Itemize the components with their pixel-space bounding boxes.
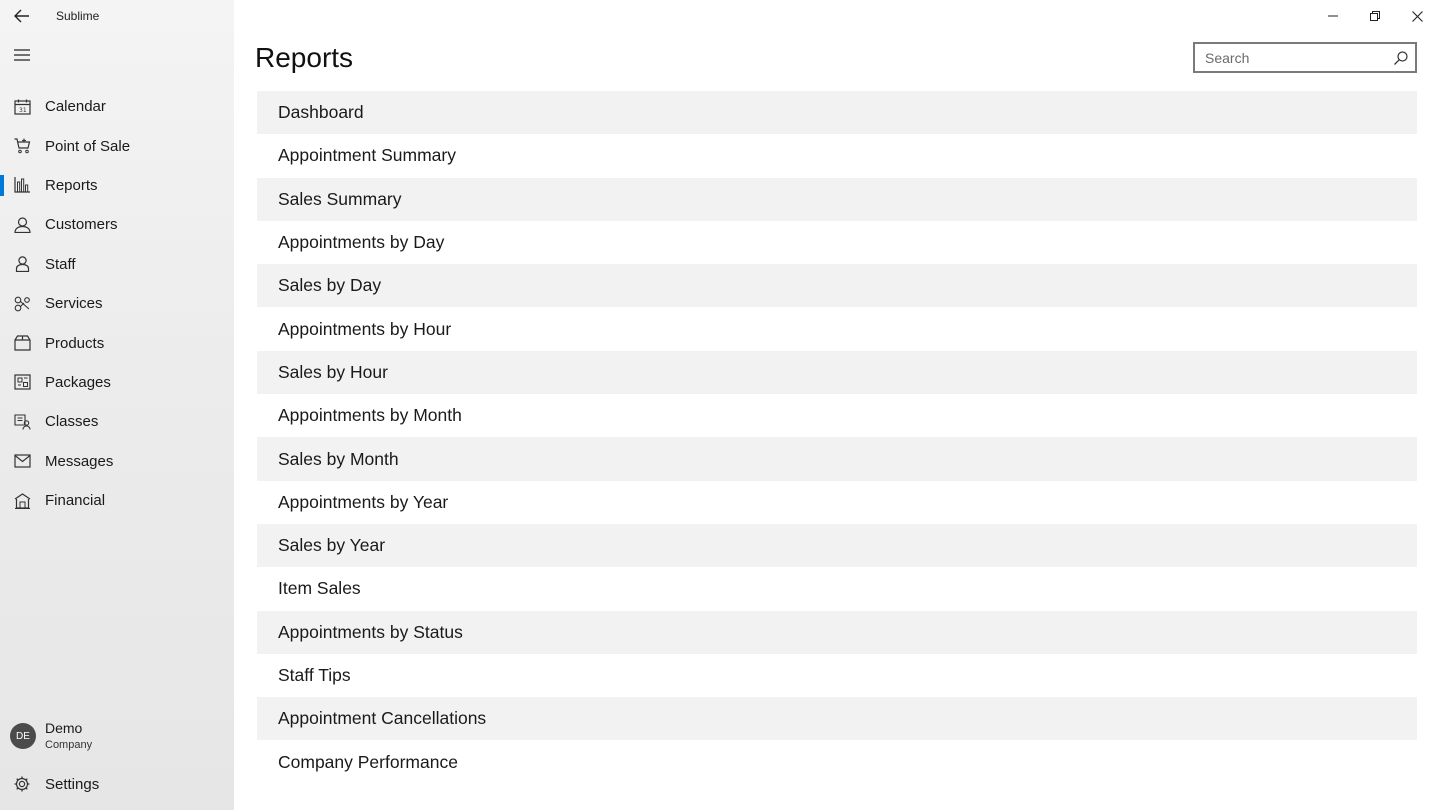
report-item-sales-by-month[interactable] (257, 437, 1417, 480)
sidebar-item-point-of-sale[interactable] (0, 126, 234, 165)
report-item-label: Appointments by Status (278, 621, 463, 642)
report-item-label: Appointments by Year (278, 491, 449, 512)
sidebar-item-label: Products (45, 334, 105, 352)
cart-icon (13, 137, 31, 155)
sidebar-item-label: Staff (45, 255, 76, 273)
report-item-label: Sales by Year (278, 535, 386, 556)
search-icon[interactable] (1393, 50, 1409, 66)
sidebar-item-label: Calendar (45, 98, 106, 116)
box-icon (13, 334, 31, 352)
sidebar-item-label: Messages (45, 452, 114, 470)
bank-icon (13, 492, 31, 510)
report-item-appointments-by-status[interactable] (257, 611, 1417, 654)
account-name: Demo (45, 720, 83, 736)
report-item-sales-summary[interactable] (257, 178, 1417, 221)
report-item-appointment-cancellations[interactable] (257, 697, 1417, 740)
sidebar-item-calendar[interactable] (0, 87, 234, 126)
app-title: Sublime (56, 9, 100, 23)
mail-icon (13, 452, 31, 470)
bar-chart-icon (13, 176, 31, 194)
report-item-appointments-by-hour[interactable] (257, 307, 1417, 350)
hamburger-icon (14, 49, 30, 61)
classes-icon (13, 413, 31, 431)
report-item-label: Sales by Hour (278, 361, 388, 382)
report-item-label: Appointment Cancellations (278, 708, 487, 729)
sidebar-item-reports[interactable] (0, 166, 234, 205)
sidebar-item-label: Point of Sale (45, 137, 131, 155)
report-item-item-sales[interactable] (257, 567, 1417, 610)
sidebar-item-staff[interactable] (0, 245, 234, 284)
services-icon (13, 295, 31, 313)
report-item-label: Item Sales (278, 578, 361, 599)
report-item-sales-by-day[interactable] (257, 264, 1417, 307)
settings-label: Settings (45, 776, 100, 793)
minimize-button[interactable] (1310, 0, 1356, 32)
report-item-label: Sales by Day (278, 275, 382, 296)
report-item-label: Appointments by Day (278, 232, 445, 253)
restore-icon (1370, 11, 1380, 21)
sidebar-item-messages[interactable] (0, 442, 234, 481)
person-icon (13, 216, 31, 234)
account-company: Company (45, 739, 93, 751)
back-arrow-icon (14, 9, 30, 23)
report-list (257, 91, 1417, 784)
sidebar (0, 0, 234, 810)
report-item-sales-by-year[interactable] (257, 524, 1417, 567)
svg-text:31: 31 (18, 106, 27, 114)
nav-list (0, 87, 234, 520)
report-item-company-performance[interactable] (257, 740, 1417, 783)
report-item-label: Company Performance (278, 751, 458, 772)
search-input[interactable] (1195, 44, 1395, 71)
search-box (1193, 42, 1417, 73)
gear-icon (13, 775, 31, 793)
calendar-icon (13, 98, 31, 116)
sidebar-item-label: Services (45, 295, 103, 313)
packages-icon (13, 373, 31, 391)
title-bar (0, 0, 234, 32)
sidebar-item-label: Packages (45, 373, 111, 391)
report-item-sales-by-hour[interactable] (257, 351, 1417, 394)
sidebar-item-label: Financial (45, 492, 106, 510)
report-item-appointments-by-month[interactable] (257, 394, 1417, 437)
sidebar-item-classes[interactable] (0, 402, 234, 441)
staff-icon (13, 255, 31, 273)
restore-button[interactable] (1352, 0, 1398, 32)
sidebar-item-customers[interactable] (0, 205, 234, 244)
sidebar-item-packages[interactable] (0, 363, 234, 402)
report-item-label: Sales by Month (278, 448, 399, 469)
sidebar-item-label: Reports (45, 176, 98, 194)
report-item-dashboard[interactable] (257, 91, 1417, 134)
sidebar-item-label: Customers (45, 216, 118, 234)
back-button[interactable] (10, 5, 34, 27)
sidebar-item-products[interactable] (0, 323, 234, 362)
sidebar-item-services[interactable] (0, 284, 234, 323)
sidebar-item-label: Classes (45, 413, 99, 431)
report-item-label: Staff Tips (278, 665, 351, 685)
report-item-label: Dashboard (278, 102, 364, 123)
sidebar-item-financial[interactable] (0, 481, 234, 520)
hamburger-menu-button[interactable] (10, 44, 34, 66)
report-item-label: Appointments by Month (278, 405, 462, 426)
report-item-label: Appointment Summary (278, 145, 456, 166)
report-item-appointments-by-year[interactable] (257, 481, 1417, 524)
report-item-label: Sales Summary (278, 188, 402, 209)
minimize-icon (1328, 11, 1338, 21)
close-button[interactable] (1394, 0, 1440, 32)
report-item-appointment-summary[interactable] (257, 134, 1417, 177)
report-item-label: Appointments by Hour (278, 318, 452, 339)
settings-button[interactable] (0, 764, 234, 804)
account-button[interactable] (0, 716, 234, 756)
report-item-staff-tips[interactable] (257, 654, 1417, 697)
close-icon (1412, 11, 1423, 22)
report-item-appointments-by-day[interactable] (257, 221, 1417, 264)
avatar: DE (10, 723, 36, 749)
page-title: Reports (255, 42, 354, 73)
